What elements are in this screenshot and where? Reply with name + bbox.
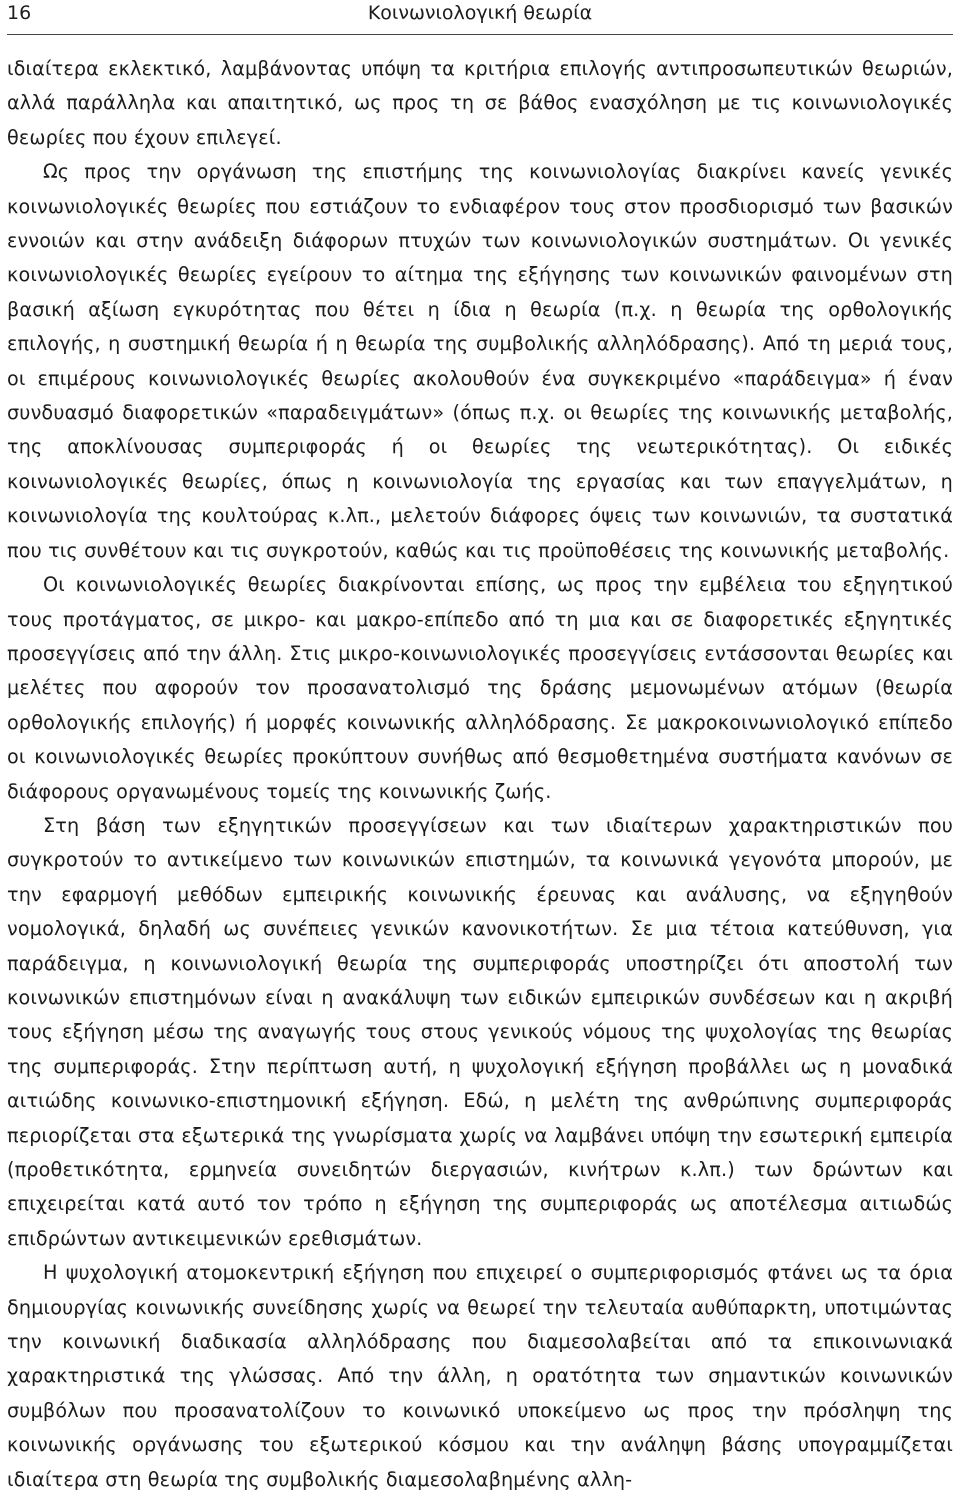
paragraph: Ως προς την οργάνωση της επιστήμης της κοινωνιολογίας διακρίνει κανείς γενικές κοινωνιολογικές θεωρίες που εστιάζουν το ενδιαφέρον τους στον προσδιορισμό των βασικών εννοιών και στην ανάδειξη διάφορων πτυχών των κοινωνιολογικών συστημάτων. Οι γενικές κοινωνιολογικές θεωρίες εγείρουν το αίτημα της εξήγησης των κοινωνικών φαινομένων στη βασική αξίωση εγκυρότητας που θέτει η ίδια η θεωρία (π.χ. η θεωρία της ορθολογικής επιλογής, η συστημική θεωρία ή η θεωρία της συμβολικής αλληλόδρασης). Από τη μεριά τους, οι επιμέρους κοινωνιολογικές θεωρίες ακολουθούν ένα συγκεκριμένο «παράδειγμα» ή έναν συνδυασμό διαφορετικών «παραδειγμάτων» (όπως π.χ. οι θεωρίες της κοινωνικής μεταβολής, της αποκλίνουσας συμπεριφοράς ή οι θεωρίες της νεωτερικότητας). Οι ειδικές κοινωνιολογικές θεωρίες, όπως η κοινωνιολογία της εργασίας και των επαγγελμάτων, η κοινωνιολογία της κουλτούρας κ.λπ., μελετούν διάφορες όψεις των κοινωνιών, τα συστατικά που τις συνθέτουν και τις συγκροτούν, καθώς και τις προϋποθέσεις της κοινωνικής μεταβολής. — [7, 160, 953, 562]
document-page — [7, 0, 953, 1497]
body-text — [7, 52, 953, 1497]
paragraph-continued: ιδιαίτερα εκλεκτικό, λαμβάνοντας υπόψη τα κριτήρια επιλογής αντιπροσωπευτικών θεωριών, αλλά παράλληλα και απαιτητικό, ως προς τη σε βάθος ενασχόληση με τις κοινωνιολογικές θεωρίες που έχουν επιλεγεί. — [7, 57, 953, 149]
running-title: Κοινωνιολογική θεωρία — [367, 2, 593, 24]
paragraph: Οι κοινωνιολογικές θεωρίες διακρίνονται επίσης, ως προς την εμβέλεια του εξηγητικού τους προτάγματος, σε μικρο- και μακρο-επίπεδο από τη μια και σε διαφορετικές εξηγητικές προσεγγίσεις από την άλλη. Στις μικρο-κοινωνιολογικές προσεγγίσεις εντάσσονται θεωρίες και μελέτες που αφορούν τον προσανατολισμό της δράσης μεμονωμένων ατόμων (θεωρία ορθολογικής επιλογής) ή μορφές κοινωνικής αλληλόδρασης. Σε μακροκοινωνιολογικό επίπεδο οι κοινωνιολογικές θεωρίες προκύπτουν συνήθως από θεσμοθετημένα συστήματα κανόνων σε διάφορους οργανωμένους τομείς της κοινωνικής ζωής. — [7, 573, 953, 803]
page-number: 16 — [7, 2, 32, 24]
paragraph: Η ψυχολογική ατομοκεντρική εξήγηση που επιχειρεί ο συμπεριφορισμός φτάνει ως τα όρια δημιουργίας κοινωνικής συνείδησης χωρίς να θεωρεί την τελευταία αυθύπαρκτη, υποτιμώντας την κοινωνική διαδικασία αλληλόδρασης που διαμεσολαβείται από τα επικοινωνιακά χαρακτηριστικά της γλώσσας. Από την άλλη, η ορατότητα των σημαντικών κοινωνικών συμβόλων που προσανατολίζουν το κοινωνικό υποκείμενο ως προς την πρόσληψη της κοινωνικής οργάνωσης του εξωτερικού κόσμου και την ανάληψη βάσης υπογραμμίζεται ιδιαίτερα στη θεωρία της συμβολικής διαμεσολαβημένης αλλη- — [7, 1261, 953, 1491]
paragraph: Στη βάση των εξηγητικών προσεγγίσεων και των ιδιαίτερων χαρακτηριστικών που συγκροτούν το αντικείμενο των κοινωνικών επιστημών, τα κοινωνικά γεγονότα μπορούν, με την εφαρμογή μεθόδων εμπειρικής κοινωνικής έρευνας και ανάλυσης, να εξηγηθούν νομολογικά, δηλαδή ως συνέπειες γενικών κανονικοτήτων. Σε μια τέτοια κατεύθυνση, για παράδειγμα, η κοινωνιολογική θεωρία της συμπεριφοράς υποστηρίζει ότι αποστολή των κοινωνικών επιστημόνων είναι η ανακάλυψη των ειδικών εμπειρικών συνδέσεων και η ακριβή τους εξήγηση μέσω της αναγωγής τους στους γενικούς νόμους της ψυχολογίας της θεωρίας της συμπεριφοράς. Στην περίπτωση αυτή, η ψυχολογική εξήγηση προβάλλει ως η μοναδικά αιτιώδης κοινωνικο-επιστημονική εξήγηση. Εδώ, η μελέτη της ανθρώπινης συμπεριφοράς περιορίζεται στα εξωτερικά της γνωρίσματα χωρίς να λαμβάνει υπόψη την εσωτερική εμπειρία (προθετικότητα, ερμηνεία συνειδητών διεργασιών, κινήτρων κ.λπ.) των δρώντων και επιχειρείται κατά αυτό τον τρόπο η εξήγηση της συμπεριφοράς ως αποτέλεσμα αιτιωδώς επιδρώντων αντικειμενικών ερεθισμάτων. — [7, 813, 953, 1250]
running-header — [7, 0, 953, 35]
